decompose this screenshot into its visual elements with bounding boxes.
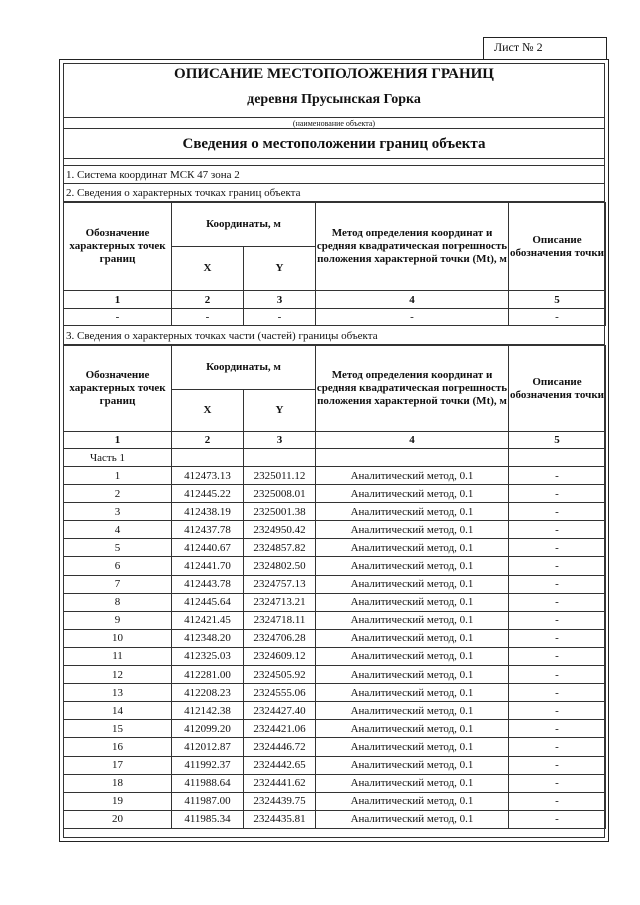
x-coordinate: 412440.67 xyxy=(172,539,244,557)
x-coordinate: 412208.23 xyxy=(172,684,244,702)
description-cell: - xyxy=(509,647,606,665)
method-cell: Аналитический метод, 0.1 xyxy=(316,467,509,485)
method-cell: Аналитический метод, 0.1 xyxy=(316,485,509,503)
col-number: 3 xyxy=(244,432,316,449)
header-point: Обозначение характерных точек границ xyxy=(64,346,172,432)
description-cell: - xyxy=(509,575,606,593)
x-coordinate: 411987.00 xyxy=(172,792,244,810)
description-cell: - xyxy=(509,467,606,485)
method-cell: Аналитический метод, 0.1 xyxy=(316,810,509,828)
document-title: ОПИСАНИЕ МЕСТОПОЛОЖЕНИЯ ГРАНИЦ xyxy=(174,66,494,82)
coordinate-system-line: 1. Система координат МСК 47 зона 2 xyxy=(63,165,605,184)
table-cell: - xyxy=(172,309,244,326)
y-coordinate: 2324718.11 xyxy=(244,611,316,629)
point-number: 14 xyxy=(64,702,172,720)
header-coords: Координаты, м xyxy=(172,203,316,247)
y-coordinate: 2324713.21 xyxy=(244,593,316,611)
x-coordinate: 412445.22 xyxy=(172,485,244,503)
method-cell: Аналитический метод, 0.1 xyxy=(316,666,509,684)
header-desc: Описание обозначения точки xyxy=(509,346,606,432)
description-cell: - xyxy=(509,738,606,756)
point-number: 20 xyxy=(64,810,172,828)
table-row xyxy=(64,756,606,774)
description-cell: - xyxy=(509,539,606,557)
x-coordinate: 411985.34 xyxy=(172,810,244,828)
section3-heading: 3. Сведения о характерных точках части (частей) границы объекта xyxy=(63,327,605,345)
table-row xyxy=(64,792,606,810)
col-number: 1 xyxy=(64,291,172,309)
header-point: Обозначение характерных точек границ xyxy=(64,203,172,291)
point-number: 3 xyxy=(64,503,172,521)
point-number: 5 xyxy=(64,539,172,557)
description-cell: - xyxy=(509,666,606,684)
col-number: 4 xyxy=(316,432,509,449)
y-coordinate: 2324439.75 xyxy=(244,792,316,810)
description-cell: - xyxy=(509,503,606,521)
method-cell: Аналитический метод, 0.1 xyxy=(316,521,509,539)
y-coordinate: 2324446.72 xyxy=(244,738,316,756)
table-cell: - xyxy=(64,309,172,326)
table-row xyxy=(64,629,606,647)
part-points-table xyxy=(63,345,606,829)
object-name: деревня Прусынская Горка xyxy=(247,92,421,107)
description-cell: - xyxy=(509,521,606,539)
x-coordinate: 412348.20 xyxy=(172,629,244,647)
y-coordinate: 2324609.12 xyxy=(244,647,316,665)
table-row xyxy=(64,647,606,665)
x-coordinate: 412473.13 xyxy=(172,467,244,485)
table-cell: - xyxy=(244,309,316,326)
method-cell: Аналитический метод, 0.1 xyxy=(316,702,509,720)
table-row xyxy=(64,539,606,557)
y-coordinate: 2324555.06 xyxy=(244,684,316,702)
point-number: 18 xyxy=(64,774,172,792)
description-cell: - xyxy=(509,702,606,720)
x-coordinate: 412325.03 xyxy=(172,647,244,665)
description-cell: - xyxy=(509,720,606,738)
col-number: 2 xyxy=(172,291,244,309)
section-title: Сведения о местоположении границ объекта xyxy=(63,129,605,159)
table-row xyxy=(64,774,606,792)
header-desc: Описание обозначения точки xyxy=(509,203,606,291)
x-coordinate: 412437.78 xyxy=(172,521,244,539)
x-coordinate: 411992.37 xyxy=(172,756,244,774)
col-number: 5 xyxy=(509,432,606,449)
point-number: 19 xyxy=(64,792,172,810)
point-number: 4 xyxy=(64,521,172,539)
y-coordinate: 2324757.13 xyxy=(244,575,316,593)
table-cell xyxy=(316,449,509,467)
x-coordinate: 412012.87 xyxy=(172,738,244,756)
table-row xyxy=(64,593,606,611)
point-number: 9 xyxy=(64,611,172,629)
y-coordinate: 2324441.62 xyxy=(244,774,316,792)
y-coordinate: 2324505.92 xyxy=(244,666,316,684)
point-number: 13 xyxy=(64,684,172,702)
point-number: 12 xyxy=(64,666,172,684)
x-coordinate: 412445.64 xyxy=(172,593,244,611)
method-cell: Аналитический метод, 0.1 xyxy=(316,756,509,774)
y-coordinate: 2324706.28 xyxy=(244,629,316,647)
point-number: 8 xyxy=(64,593,172,611)
description-cell: - xyxy=(509,485,606,503)
section2-heading: 2. Сведения о характерных точках границ объекта xyxy=(63,184,605,202)
description-cell: - xyxy=(509,593,606,611)
header-x: X xyxy=(172,247,244,291)
y-coordinate: 2324421.06 xyxy=(244,720,316,738)
description-cell: - xyxy=(509,684,606,702)
point-number: 2 xyxy=(64,485,172,503)
x-coordinate: 412441.70 xyxy=(172,557,244,575)
method-cell: Аналитический метод, 0.1 xyxy=(316,738,509,756)
y-coordinate: 2325001.38 xyxy=(244,503,316,521)
method-cell: Аналитический метод, 0.1 xyxy=(316,647,509,665)
method-cell: Аналитический метод, 0.1 xyxy=(316,539,509,557)
boundary-points-table xyxy=(63,202,606,326)
header-method: Метод определения координат и средняя квадратическая погрешность положения характерной точки (Mt), м xyxy=(316,346,509,432)
y-coordinate: 2324435.81 xyxy=(244,810,316,828)
table-row xyxy=(64,720,606,738)
x-coordinate: 411988.64 xyxy=(172,774,244,792)
table-row xyxy=(64,503,606,521)
y-coordinate: 2325011.12 xyxy=(244,467,316,485)
method-cell: Аналитический метод, 0.1 xyxy=(316,503,509,521)
table-row xyxy=(64,521,606,539)
point-number: 17 xyxy=(64,756,172,774)
table-row xyxy=(64,485,606,503)
rows-body xyxy=(64,467,606,829)
y-coordinate: 2325008.01 xyxy=(244,485,316,503)
object-caption: (наименование объекта) xyxy=(63,117,605,129)
table-row xyxy=(64,611,606,629)
method-cell: Аналитический метод, 0.1 xyxy=(316,684,509,702)
x-coordinate: 412142.38 xyxy=(172,702,244,720)
y-coordinate: 2324950.42 xyxy=(244,521,316,539)
y-coordinate: 2324857.82 xyxy=(244,539,316,557)
header-method: Метод определения координат и средняя квадратическая погрешность положения характерной точки (Mt), м xyxy=(316,203,509,291)
method-cell: Аналитический метод, 0.1 xyxy=(316,611,509,629)
table-row xyxy=(64,702,606,720)
table-row xyxy=(64,575,606,593)
description-cell: - xyxy=(509,810,606,828)
method-cell: Аналитический метод, 0.1 xyxy=(316,557,509,575)
table-row xyxy=(64,467,606,485)
description-cell: - xyxy=(509,792,606,810)
col-number: 2 xyxy=(172,432,244,449)
point-number: 7 xyxy=(64,575,172,593)
method-cell: Аналитический метод, 0.1 xyxy=(316,774,509,792)
x-coordinate: 412099.20 xyxy=(172,720,244,738)
x-coordinate: 412281.00 xyxy=(172,666,244,684)
y-coordinate: 2324802.50 xyxy=(244,557,316,575)
description-cell: - xyxy=(509,629,606,647)
col-number: 5 xyxy=(509,291,606,309)
table-cell xyxy=(172,449,244,467)
method-cell: Аналитический метод, 0.1 xyxy=(316,575,509,593)
point-number: 16 xyxy=(64,738,172,756)
table-row xyxy=(64,738,606,756)
x-coordinate: 412421.45 xyxy=(172,611,244,629)
y-coordinate: 2324427.40 xyxy=(244,702,316,720)
method-cell: Аналитический метод, 0.1 xyxy=(316,720,509,738)
table-cell xyxy=(509,449,606,467)
sheet-number: Лист № 2 xyxy=(483,37,607,59)
header-y: Y xyxy=(244,390,316,432)
method-cell: Аналитический метод, 0.1 xyxy=(316,629,509,647)
table-row xyxy=(64,810,606,828)
x-coordinate: 412443.78 xyxy=(172,575,244,593)
description-cell: - xyxy=(509,774,606,792)
col-number: 1 xyxy=(64,432,172,449)
method-cell: Аналитический метод, 0.1 xyxy=(316,593,509,611)
part-label: Часть 1 xyxy=(64,449,172,467)
table-cell: - xyxy=(316,309,509,326)
table-row xyxy=(64,557,606,575)
point-number: 1 xyxy=(64,467,172,485)
table-cell: - xyxy=(509,309,606,326)
col-number: 3 xyxy=(244,291,316,309)
table-row xyxy=(64,666,606,684)
description-cell: - xyxy=(509,756,606,774)
header-y: Y xyxy=(244,247,316,291)
table-row xyxy=(64,684,606,702)
point-number: 6 xyxy=(64,557,172,575)
point-number: 10 xyxy=(64,629,172,647)
table-cell xyxy=(244,449,316,467)
header-x: X xyxy=(172,390,244,432)
y-coordinate: 2324442.65 xyxy=(244,756,316,774)
method-cell: Аналитический метод, 0.1 xyxy=(316,792,509,810)
point-number: 11 xyxy=(64,647,172,665)
col-number: 4 xyxy=(316,291,509,309)
description-cell: - xyxy=(509,557,606,575)
x-coordinate: 412438.19 xyxy=(172,503,244,521)
description-cell: - xyxy=(509,611,606,629)
header-coords: Координаты, м xyxy=(172,346,316,390)
point-number: 15 xyxy=(64,720,172,738)
